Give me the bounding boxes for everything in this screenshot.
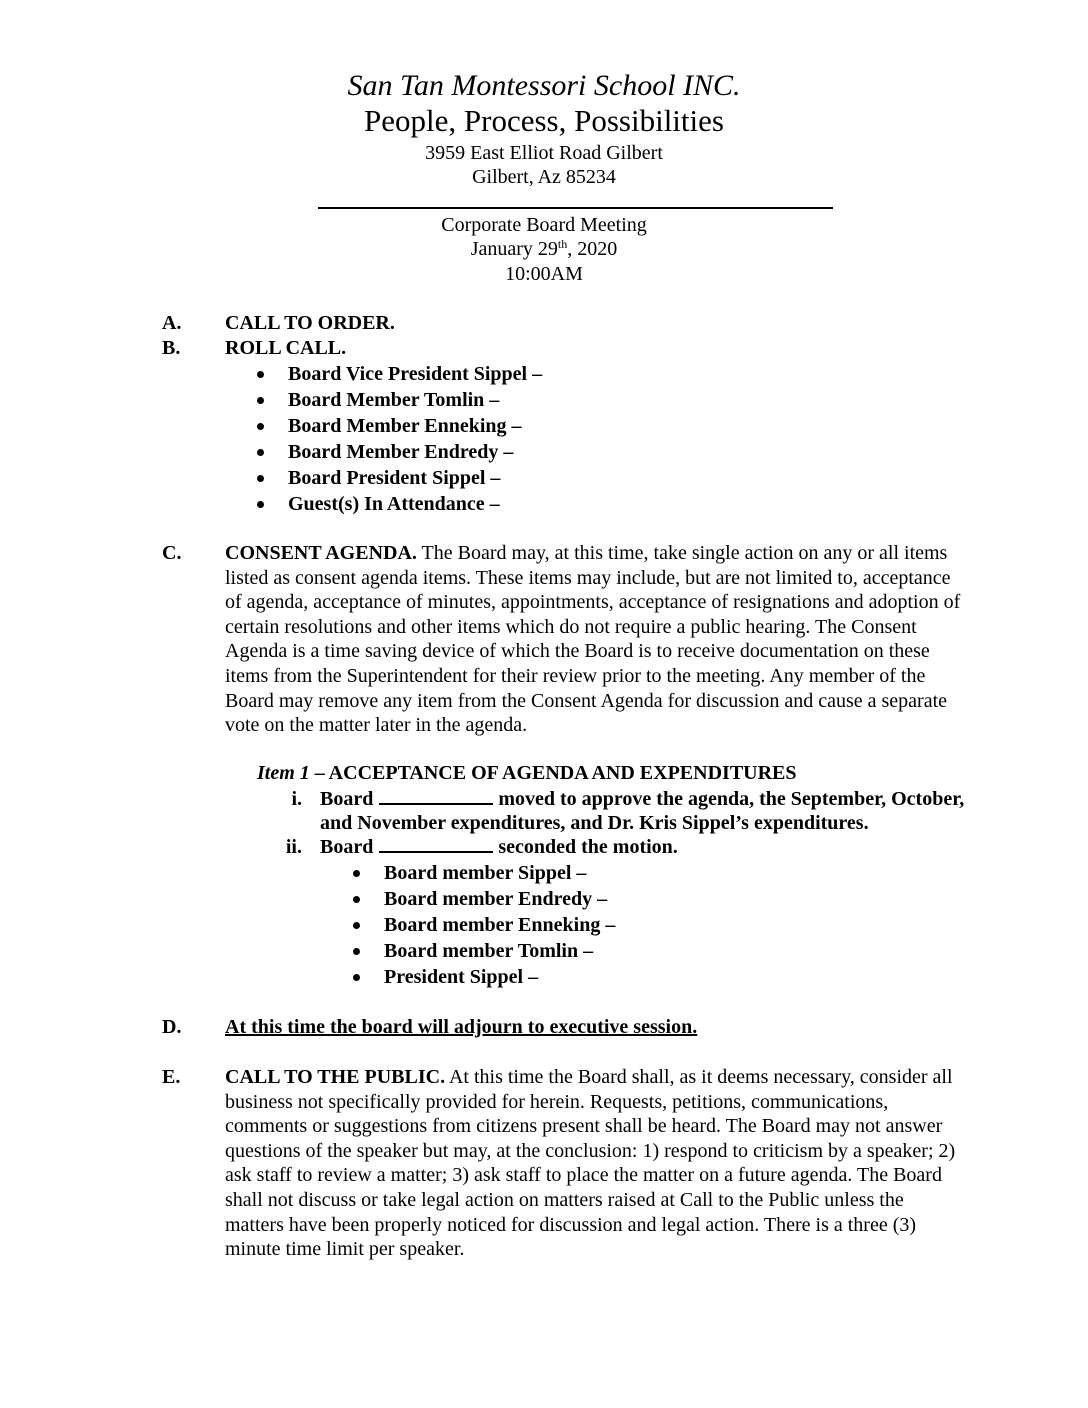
section-c-title: CONSENT AGENDA. [225, 542, 417, 564]
paragraph-line: Board may remove any item from the Consent Agenda for discussion and cause a separate [225, 689, 948, 712]
bullet-icon [257, 475, 264, 482]
item-1-heading [257, 761, 797, 786]
consent-agenda-paragraph [225, 541, 1025, 738]
section-d-title: At this time the board will adjourn to executive session. [225, 1016, 698, 1038]
bullet-icon [353, 922, 360, 929]
address-line-2: Gilbert, Az 85234 [472, 166, 616, 188]
roll-call-entry: Board Vice President Sippel – [288, 363, 543, 385]
mover-blank [379, 787, 493, 805]
paragraph-line: questions of the speaker but may, at the conclusion: 1) respond to criticism by a speaker; 2) [225, 1139, 956, 1162]
list-item [288, 465, 542, 491]
bullet-icon [353, 974, 360, 981]
paragraph-line [225, 1065, 1025, 1090]
motion-i-number: i. [291, 788, 302, 810]
meeting-date-month-day: January 29 [470, 238, 558, 260]
meeting-title: Corporate Board Meeting [441, 214, 647, 236]
section-e-title: CALL TO THE PUBLIC. [225, 1066, 446, 1088]
list-item [288, 387, 542, 413]
roll-call-entry: Board Member Tomlin – [288, 389, 500, 411]
bullet-icon [257, 449, 264, 456]
item-1-title: – ACCEPTANCE OF AGENDA AND EXPENDITURES [309, 762, 797, 784]
section-e-letter: E. [162, 1066, 181, 1088]
header-divider [318, 207, 833, 209]
list-item [384, 964, 615, 990]
paragraph-line: of agenda, acceptance of minutes, appointments, acceptance of resignations and adoption of [225, 591, 961, 614]
meeting-date [0, 237, 1088, 261]
motion-i-text: moved to approve the agenda, the September, October, [498, 788, 965, 810]
paragraph-line: Agenda is a time saving device of which the Board is to receive documentation on these [225, 640, 930, 663]
bullet-icon [353, 948, 360, 955]
section-b-letter: B. [162, 337, 181, 359]
list-item [288, 491, 542, 517]
motion-ii-text: seconded the motion. [498, 836, 678, 858]
meeting-date-ordinal: th [557, 237, 568, 251]
paragraph-line: matters have been properly noticed for discussion and legal action. There is a three (3) [225, 1213, 917, 1236]
bullet-icon [353, 870, 360, 877]
list-item [288, 413, 542, 439]
vote-entry: Board member Endredy – [384, 888, 608, 910]
motion-ii-line [320, 835, 678, 860]
bullet-icon [257, 371, 264, 378]
paragraph-line: minute time limit per speaker. [225, 1238, 465, 1261]
item-1-label: Item 1 [257, 762, 310, 784]
vote-list [384, 860, 615, 990]
vote-entry: Board member Enneking – [384, 914, 616, 936]
paragraph-line: listed as consent agenda items. These items may include, but are not limited to, acceptance [225, 566, 951, 589]
motion-i-line-1 [320, 787, 964, 812]
roll-call-list [288, 361, 542, 517]
list-item [384, 886, 615, 912]
roll-call-entry: Board President Sippel – [288, 467, 501, 489]
motion-i-line-2: and November expenditures, and Dr. Kris Sippel’s expenditures. [320, 812, 869, 834]
paragraph-line: items from the Superintendent for their review prior to the meeting. Any member of the [225, 664, 926, 687]
list-item [384, 860, 615, 886]
paragraph-line: business not specifically provided for herein. Requests, petitions, communications, [225, 1090, 889, 1113]
bullet-icon [257, 423, 264, 430]
motion-ii-number: ii. [285, 836, 302, 858]
vote-entry: President Sippel – [384, 966, 539, 988]
paragraph-line: comments or suggestions from citizens present shall be heard. The Board may not answer [225, 1115, 943, 1138]
paragraph-line: certain resolutions and other items which do not require a public hearing. The Consent [225, 615, 917, 638]
meeting-time: 10:00AM [505, 263, 583, 285]
motion-ii-board: Board [320, 836, 374, 858]
section-c-letter: C. [162, 542, 182, 564]
list-item [384, 912, 615, 938]
roll-call-entry: Board Member Enneking – [288, 415, 522, 437]
paragraph-text: At this time the Board shall, as it deems necessary, consider all [445, 1066, 953, 1088]
paragraph-line: shall not discuss or take legal action on matters raised at Call to the Public unless the [225, 1188, 904, 1211]
vote-entry: Board member Sippel – [384, 862, 587, 884]
tagline: People, Process, Possibilities [364, 103, 724, 138]
seconder-blank [379, 835, 493, 853]
address-line-1: 3959 East Elliot Road Gilbert [425, 142, 663, 164]
meeting-date-year: , 2020 [567, 238, 618, 260]
list-item [384, 938, 615, 964]
roll-call-entry: Guest(s) In Attendance – [288, 493, 500, 515]
section-d-letter: D. [162, 1016, 182, 1038]
section-b-title: ROLL CALL. [225, 337, 347, 359]
vote-entry: Board member Tomlin – [384, 940, 594, 962]
bullet-icon [257, 501, 264, 508]
section-a-letter: A. [162, 312, 182, 334]
call-to-public-paragraph [225, 1065, 1025, 1262]
roll-call-entry: Board Member Endredy – [288, 441, 514, 463]
bullet-icon [353, 896, 360, 903]
paragraph-text: The Board may, at this time, take single action on any or all items [416, 542, 948, 564]
paragraph-line: ask staff to review a matter; 3) ask staff to place the matter on a future agenda. The Board [225, 1164, 942, 1187]
paragraph-line: vote on the matter later in the agenda. [225, 714, 528, 737]
list-item [288, 439, 542, 465]
bullet-icon [257, 397, 264, 404]
paragraph-line [225, 541, 1025, 566]
section-a-title: CALL TO ORDER. [225, 312, 395, 334]
list-item [288, 361, 542, 387]
school-name: San Tan Montessori School INC. [347, 69, 741, 102]
motion-i-board: Board [320, 788, 374, 810]
